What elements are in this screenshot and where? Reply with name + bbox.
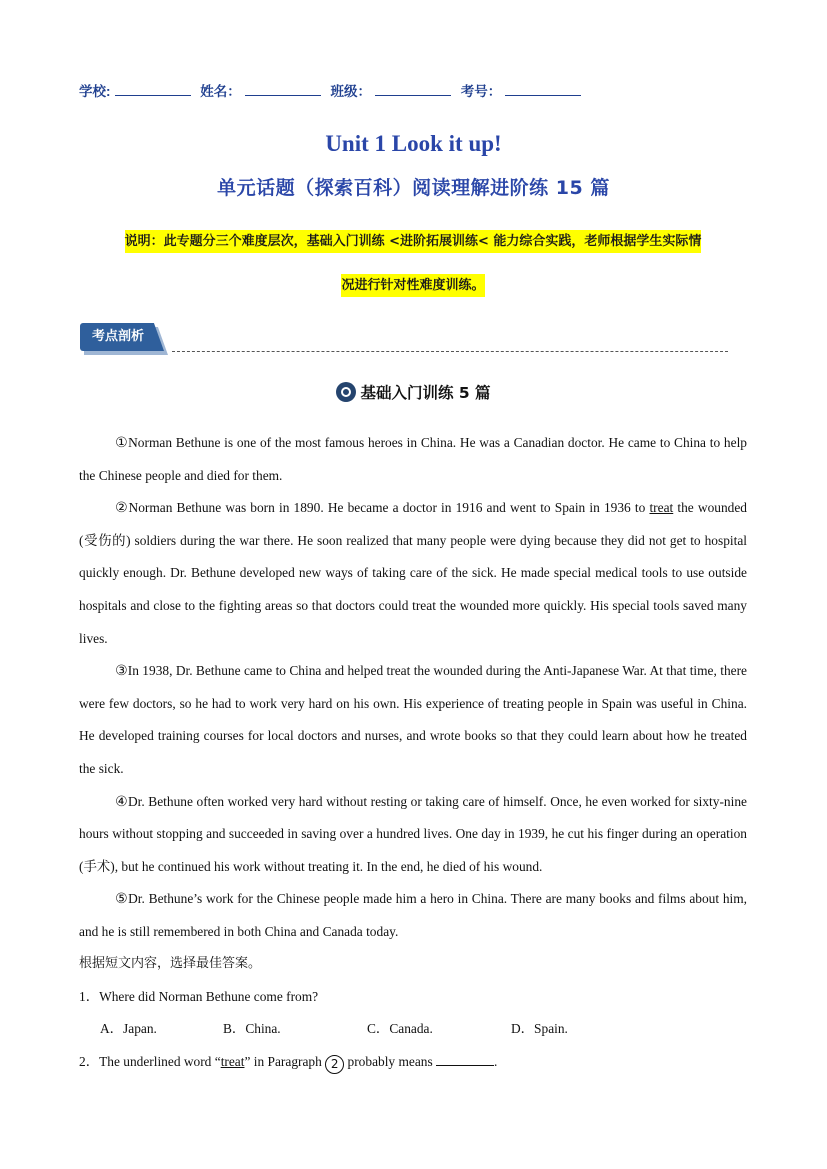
option-d[interactable]: D．Spain. [511, 1021, 568, 1037]
topic-title: 单元话题（探索百科）阅读理解进阶练 15 篇 [217, 177, 610, 199]
option-c[interactable]: C．Canada. [367, 1021, 433, 1037]
instructions-note [79, 220, 747, 308]
paragraph-text: Dr. Bethune often worked very hard without resting or taking care of himself. Once, he even worked for sixty-nine hours without stopping and succeeded in saving over a hundred lives. One day in 1939, he cut his finger during an operation (手术), but he continued his work without treating it. In the end, he died of his wound. [79, 793, 747, 874]
question-2-suffix: probably means [344, 1053, 437, 1069]
note-line-1: 说明：此专题分三个难度层次，基础入门训练 <进阶拓展训练< 能力综合实践，老师根据学生实际情 [125, 230, 702, 253]
paragraph-3 [79, 655, 747, 785]
paragraph-number: ② [115, 500, 129, 517]
sub-heading [0, 381, 827, 403]
question-1-options [79, 1013, 747, 1046]
option-a[interactable]: A．Japan. [100, 1021, 157, 1037]
paragraph-number: ④ [115, 793, 128, 810]
exam-number-blank[interactable] [505, 83, 581, 96]
paragraph-number: ③ [115, 663, 128, 680]
note-line-2: 况进行针对性难度训练。 [341, 274, 484, 297]
paragraph-5 [79, 883, 747, 948]
sub-heading-text: 基础入门训练 5 篇 [360, 384, 491, 402]
option-b[interactable]: B．China. [223, 1021, 281, 1037]
paragraph-1 [79, 427, 747, 492]
paragraph-number: ① [115, 435, 129, 451]
paragraph-4 [79, 786, 747, 884]
section-tab-label: 考点剖析 [91, 329, 144, 344]
question-instruction: 根据短文内容，选择最佳答案。 [79, 956, 262, 971]
section-tab [80, 323, 170, 353]
unit-title: Unit 1 Look it up! [325, 131, 502, 156]
paragraph-2 [79, 492, 747, 655]
paragraph-text: In 1938, Dr. Bethune came to China and helped treat the wounded during the Anti-Japanese War. At that time, there were few doctors, so he had to work very hard on his own. His experience of treating people in Spain was useful in China. He developed training courses for local doctors and nurses, and wrote books so that they could learn about how he treated the sick. [79, 663, 747, 776]
paragraph-circle-number: 2 [325, 1055, 344, 1074]
school-label: 学校: [79, 84, 111, 99]
question-1: 1．Where did Norman Bethune come from? [79, 988, 319, 1004]
school-blank[interactable] [115, 83, 191, 96]
paragraph-number: ⑤ [115, 891, 129, 908]
underlined-word: treat [649, 500, 674, 516]
reading-passage [79, 427, 747, 949]
exam-number-label: 考号： [460, 84, 502, 99]
answer-blank[interactable] [436, 1053, 494, 1066]
question-2-prefix: 2．The underlined word “ [79, 1053, 221, 1069]
question-2-end: . [494, 1053, 498, 1069]
paragraph-text: Dr. Bethune’s work for the Chinese people made him a hero in China. There are many books and films about him, and he is still remembered in both China and Canada today. [79, 891, 747, 939]
paragraph-text: Norman Bethune was born in 1890. He became a doctor in 1916 and went to Spain in 1936 to [128, 500, 650, 516]
class-blank[interactable] [375, 83, 451, 96]
student-info-header [79, 80, 587, 100]
badge-icon [336, 382, 356, 402]
section-divider [172, 351, 728, 352]
question-2 [79, 1046, 747, 1079]
question-2-mid: ” in Paragraph [244, 1053, 326, 1069]
paragraph-text: the wounded (受伤的) soldiers during the war there. He soon realized that many people were dying because they did not get to hospital quickly enough. Dr. Bethune developed new ways of taking care of the sick. He made special medical tools to use outside hospitals and close to the fighting areas so that doctors could treat the wounded more quickly. His special tools saved many lives. [79, 500, 747, 646]
name-label: 姓名： [200, 84, 241, 99]
class-label: 班级： [330, 84, 372, 99]
paragraph-text: Norman Bethune is one of the most famous heroes in China. He was a Canadian doctor. He came to China to help the Chinese people and died for them. [79, 435, 747, 483]
questions [79, 948, 747, 1078]
question-2-word: treat [220, 1053, 245, 1069]
name-blank[interactable] [245, 83, 321, 96]
